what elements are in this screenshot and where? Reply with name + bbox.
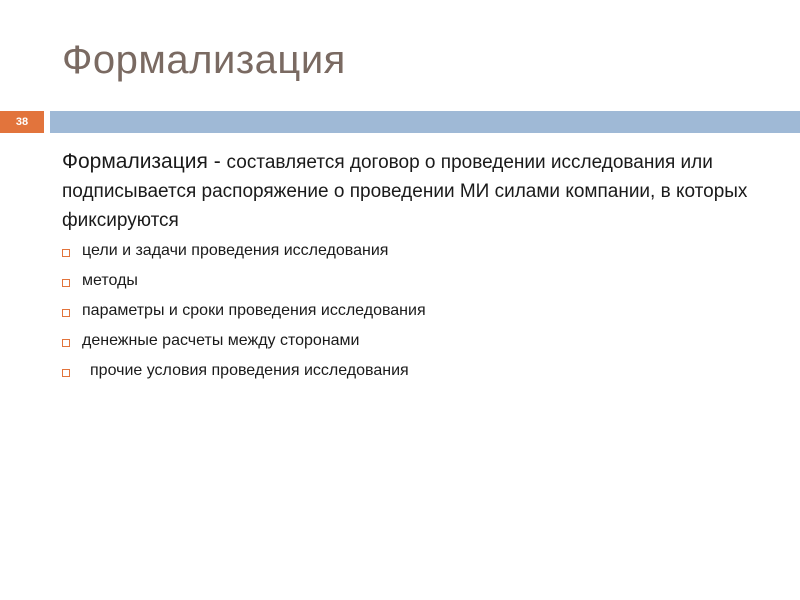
list-item-text: прочие условия проведения исследования xyxy=(90,362,409,379)
list-item xyxy=(62,271,782,291)
intro-term: Формализация xyxy=(62,150,208,173)
list-item xyxy=(62,361,782,381)
list-item-text: методы xyxy=(82,272,138,289)
list-item xyxy=(62,331,782,351)
square-bullet-icon xyxy=(62,309,70,317)
slide-title: Формализация xyxy=(62,38,346,82)
slide-number-badge xyxy=(0,111,44,133)
title-divider-bar xyxy=(50,111,800,133)
list-item-text: параметры и сроки проведения исследования xyxy=(82,302,426,319)
intro-text: составляется договор о проведении исследования или подписывается распоряжение о проведении МИ силами компании, в которых фиксируются xyxy=(62,152,748,231)
intro-separator: - xyxy=(207,150,227,173)
bullet-list xyxy=(62,241,782,381)
intro-paragraph xyxy=(62,147,782,235)
square-bullet-icon xyxy=(62,279,70,287)
list-item xyxy=(62,301,782,321)
square-bullet-icon xyxy=(62,249,70,257)
list-item-text: цели и задачи проведения исследования xyxy=(82,242,389,259)
slide-number: 38 xyxy=(15,116,29,128)
square-bullet-icon xyxy=(62,339,70,347)
slide-body xyxy=(62,147,782,391)
square-bullet-icon xyxy=(62,369,70,377)
list-item xyxy=(62,241,782,261)
list-item-text: денежные расчеты между сторонами xyxy=(82,332,360,349)
